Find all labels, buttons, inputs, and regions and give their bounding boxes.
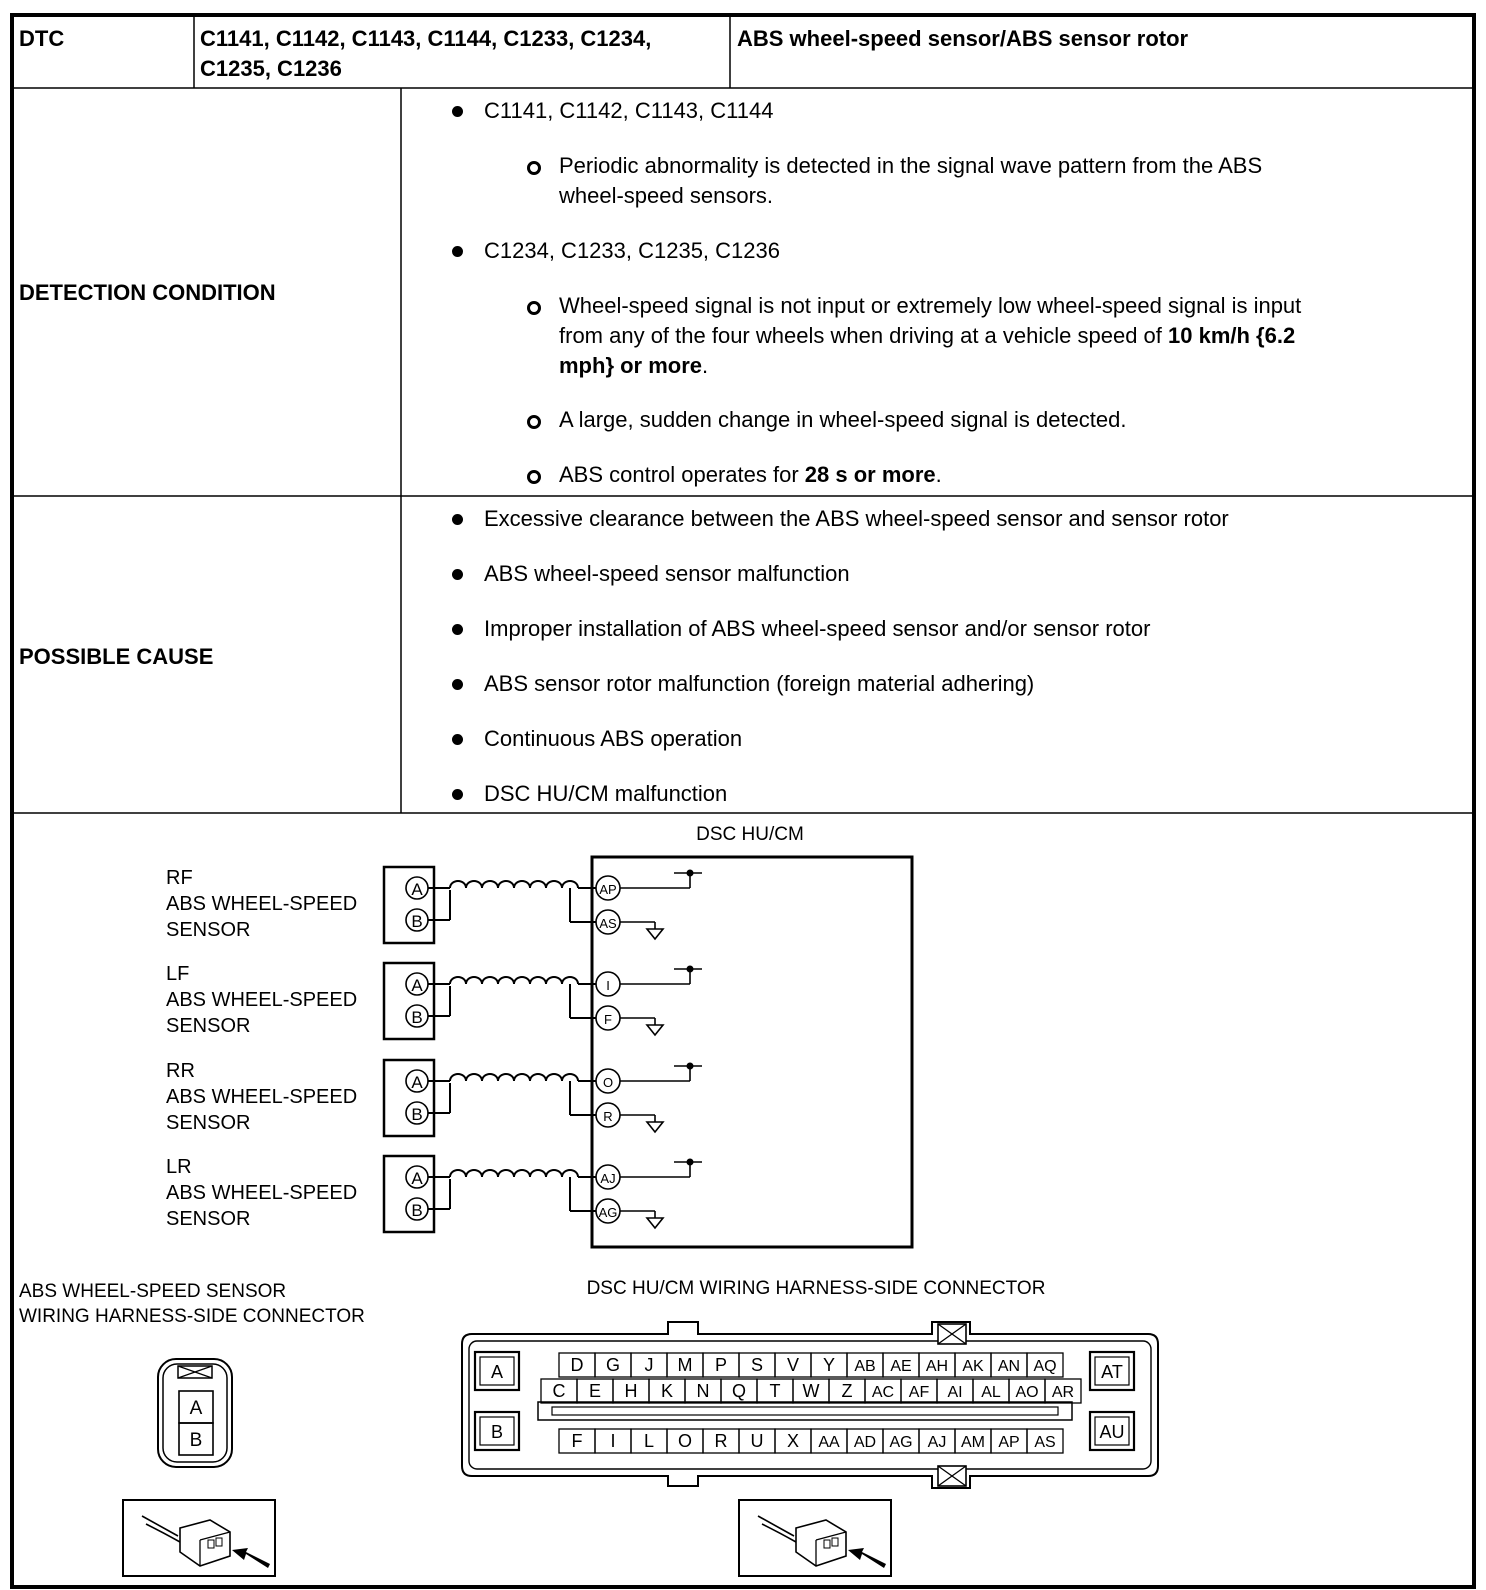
sensor-group-lf (166, 963, 702, 1039)
dsc-big-pin-a: A (490, 1362, 504, 1382)
dsc-pin-label: X (786, 1431, 800, 1451)
dsc-pin-label: AJ (927, 1434, 947, 1451)
dtc-codes-line2: C1235, C1236 (200, 56, 342, 81)
dsc-pin-label: U (750, 1431, 764, 1451)
dsc-pin-label: AG (889, 1434, 913, 1451)
sensor-group-lr (166, 1156, 702, 1232)
dsc-pin-label: O (677, 1431, 693, 1451)
g1-sub1-line2: wheel-speed sensors. (559, 183, 774, 208)
dsc-pin-label: Y (822, 1355, 836, 1375)
terminal-2: F (604, 1012, 612, 1027)
sensor-name2: SENSOR (166, 1112, 251, 1134)
dsc-harness-view-icon (739, 1500, 891, 1576)
dsc-pin-label: G (605, 1355, 621, 1375)
sensor-conn-pin-a: A (189, 1398, 203, 1419)
pin-b: B (411, 1201, 423, 1220)
sensor-conn-title1: ABS WHEEL-SPEED SENSOR (19, 1281, 287, 1302)
dsc-conn-title: DSC HU/CM WIRING HARNESS-SIDE CONNECTOR (586, 1278, 1046, 1299)
dsc-big-pin-au: AU (1099, 1422, 1125, 1442)
dsc-pin-label: AL (981, 1384, 1001, 1401)
terminal-2: R (603, 1109, 613, 1124)
pin-b: B (411, 912, 423, 931)
dsc-pin-label: AI (947, 1384, 963, 1401)
sensor-conn-pin-b: B (189, 1430, 203, 1451)
dsc-pin-label: AK (962, 1358, 984, 1375)
dsc-pin-label: AF (908, 1384, 930, 1401)
dsc-pin-label: AC (871, 1384, 895, 1401)
terminal-1: O (602, 1075, 614, 1090)
dsc-big-pin-at: AT (1101, 1362, 1123, 1382)
module-label: DSC HU/CM (696, 824, 804, 845)
dsc-pin-label: W (802, 1381, 820, 1401)
g2-sub1-line2: from any of the four wheels when driving at a vehicle speed of 10 km/h {6.2 (559, 323, 1296, 348)
pin-a: A (411, 976, 423, 995)
possible-cause-label: POSSIBLE CAUSE (19, 644, 214, 669)
detection-group1: C1141, C1142, C1143, C1144 (484, 98, 774, 123)
dsc-pin-label: AN (997, 1358, 1021, 1375)
dsc-pin-label: AQ (1033, 1358, 1057, 1375)
terminal-1: I (606, 978, 610, 993)
cause-item: Excessive clearance between the ABS wheel-speed sensor and sensor rotor (484, 506, 1229, 531)
sensor-pos: RR (166, 1060, 195, 1082)
dsc-pin-label: AB (854, 1358, 876, 1375)
detection-group2: C1234, C1233, C1235, C1236 (484, 238, 780, 263)
pin-b: B (411, 1105, 423, 1124)
dtc-label: DTC (19, 26, 65, 51)
sensor-name: ABS WHEEL-SPEED (166, 1182, 358, 1204)
cause-item: ABS sensor rotor malfunction (foreign material adhering) (484, 671, 1035, 696)
sensor-harness-view-icon (123, 1500, 275, 1576)
pin-a: A (411, 880, 423, 899)
g1-sub1-line1: Periodic abnormality is detected in the signal wave pattern from the ABS (559, 153, 1263, 178)
dsc-connector (462, 1322, 1158, 1488)
dsc-pin-label: AS (1034, 1434, 1056, 1451)
dsc-pin-label: AO (1015, 1384, 1039, 1401)
dsc-pin-label: AD (853, 1434, 877, 1451)
g2-sub1-line1: Wheel-speed signal is not input or extremely low wheel-speed signal is input (559, 293, 1302, 318)
dsc-pin-label: H (624, 1381, 638, 1401)
dsc-pin-label: AE (890, 1358, 912, 1375)
dsc-pin-label: K (660, 1381, 674, 1401)
dsc-pin-label: P (714, 1355, 728, 1375)
dsc-pin-label: D (570, 1355, 584, 1375)
dsc-pin-label: M (677, 1355, 693, 1375)
cause-item: Continuous ABS operation (484, 726, 743, 751)
terminal-2: AG (598, 1205, 618, 1220)
sensor-pos: RF (166, 867, 193, 889)
dsc-pin-label: Q (731, 1381, 747, 1401)
sensor-name: ABS WHEEL-SPEED (166, 1086, 358, 1108)
sensor-group-rf (166, 867, 702, 943)
pin-a: A (411, 1073, 423, 1092)
detection-condition-label: DETECTION CONDITION (19, 280, 276, 305)
pin-a: A (411, 1169, 423, 1188)
dsc-pin-label: AP (998, 1434, 1020, 1451)
dsc-pin-label: E (588, 1381, 602, 1401)
cause-item: Improper installation of ABS wheel-speed sensor and/or sensor rotor (484, 616, 1151, 641)
cause-item: ABS wheel-speed sensor malfunction (484, 561, 850, 586)
terminal-2: AS (599, 916, 617, 931)
dsc-pin-label: I (610, 1431, 616, 1451)
g2-sub3: ABS control operates for 28 s or more. (559, 462, 942, 487)
dsc-pin-label: AM (961, 1434, 985, 1451)
sensor-conn-title2: WIRING HARNESS-SIDE CONNECTOR (19, 1306, 365, 1327)
dsc-module-box (592, 857, 912, 1247)
terminal-1: AP (599, 882, 617, 897)
pin-b: B (411, 1008, 423, 1027)
dsc-pin-label: C (552, 1381, 566, 1401)
sensor-group-rr (166, 1060, 702, 1136)
sensor-name2: SENSOR (166, 1208, 251, 1230)
dtc-codes-line1: C1141, C1142, C1143, C1144, C1233, C1234, (200, 26, 652, 51)
sensor-name: ABS WHEEL-SPEED (166, 989, 358, 1011)
sensor-pos: LR (166, 1156, 192, 1178)
dsc-pin-label: R (714, 1431, 728, 1451)
dsc-pin-label: AH (925, 1358, 949, 1375)
terminal-1: AJ (600, 1171, 616, 1186)
sensor-name: ABS WHEEL-SPEED (166, 893, 358, 915)
dsc-pin-label: S (750, 1355, 764, 1375)
dsc-pin-label: V (786, 1355, 800, 1375)
dsc-pin-label: N (696, 1381, 710, 1401)
dsc-pin-label: L (643, 1431, 655, 1451)
dsc-pin-label: F (571, 1431, 583, 1451)
g2-sub1-line3: mph} or more. (559, 353, 709, 378)
dsc-big-pin-b: B (490, 1422, 504, 1442)
dsc-pin-label: Z (841, 1381, 853, 1401)
sensor-name2: SENSOR (166, 1015, 251, 1037)
sensor-connector (158, 1359, 232, 1467)
dtc-title: ABS wheel-speed sensor/ABS sensor rotor (737, 26, 1189, 51)
dsc-pin-label: AA (818, 1434, 840, 1451)
dsc-pin-label: J (644, 1355, 654, 1375)
sensor-name2: SENSOR (166, 919, 251, 941)
dsc-pin-label: AR (1051, 1384, 1075, 1401)
g2-sub2: A large, sudden change in wheel-speed signal is detected. (559, 407, 1127, 432)
cause-item: DSC HU/CM malfunction (484, 781, 728, 806)
dsc-pin-label: T (769, 1381, 781, 1401)
sensor-pos: LF (166, 963, 190, 985)
